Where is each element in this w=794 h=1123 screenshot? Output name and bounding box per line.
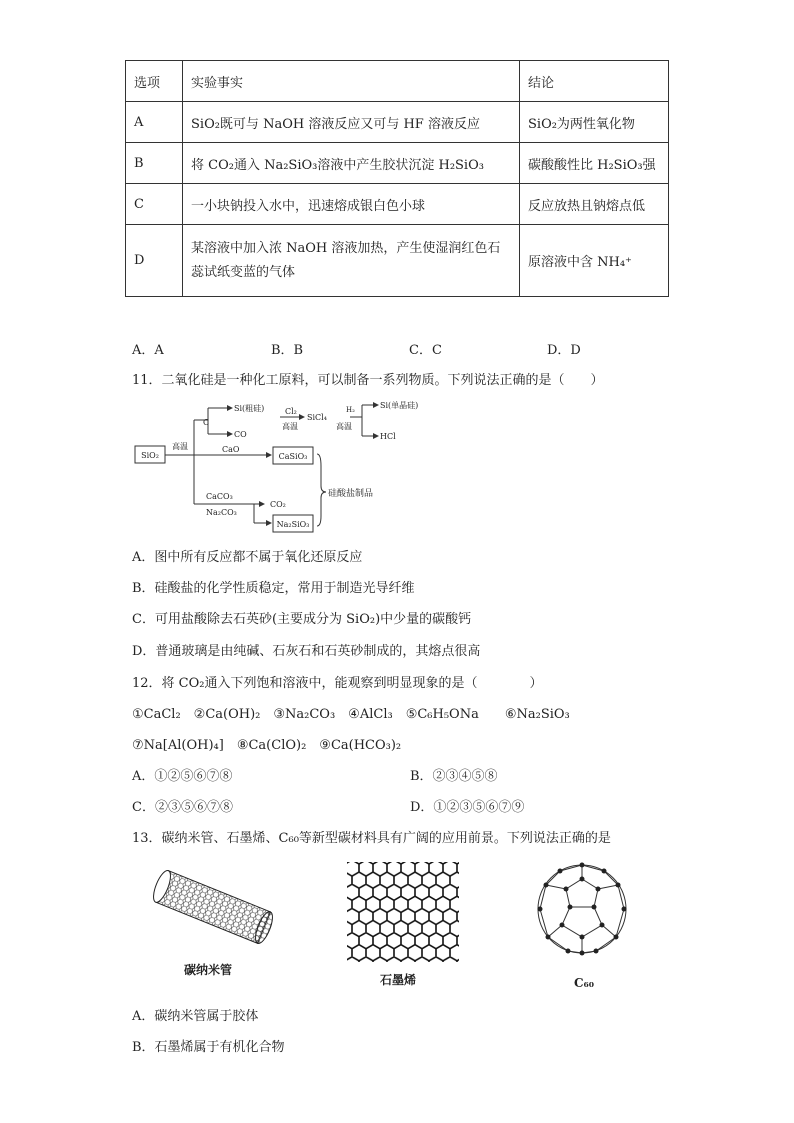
q12-choice-d[interactable]: D．①②③⑤⑥⑦⑨ <box>410 800 525 815</box>
question-table <box>125 60 669 297</box>
q11-option-c[interactable]: C．可用盐酸除去石英砂(主要成分为 SiO₂)中少量的碳酸钙 <box>132 612 472 627</box>
label-c: C <box>203 418 210 427</box>
row-conclusion: SiO₂为两性氧化物 <box>520 102 669 143</box>
label-co2: CO₂ <box>270 500 286 509</box>
label-silicate-products: 硅酸盐制品 <box>328 489 374 499</box>
q11-option-a[interactable]: A．图中所有反应都不属于氧化还原反应 <box>132 550 363 565</box>
label-cao: CaO <box>222 445 240 454</box>
label-caco3: CaCO₃ <box>206 492 233 501</box>
row-option: D <box>126 225 183 297</box>
row-fact-line: 蕊试纸变蓝的气体 <box>191 264 296 280</box>
q12-choice-c[interactable]: C．②③⑤⑥⑦⑧ <box>132 800 233 815</box>
label-co: CO <box>234 430 247 439</box>
choice-c[interactable]: C．C <box>409 343 442 358</box>
label-si-crude: Si(粗硅) <box>234 404 265 413</box>
table-row <box>126 143 669 184</box>
choice-a[interactable]: A．A <box>132 343 164 358</box>
label-graphene: 石墨烯 <box>380 973 417 987</box>
header-conclusion: 结论 <box>520 61 669 102</box>
label-nanotube: 碳纳米管 <box>184 963 233 977</box>
label-gaowen: 高温 <box>172 442 188 451</box>
header-option: 选项 <box>126 61 183 102</box>
label-casio3: CaSiO₃ <box>278 452 308 461</box>
row-fact: 一小块钠投入水中，迅速熔成银白色小球 <box>183 184 520 225</box>
q12-choice-a[interactable]: A．①②⑤⑥⑦⑧ <box>132 769 233 784</box>
table-header-row <box>126 61 669 102</box>
row-option: C <box>126 184 183 225</box>
label-na2sio3: Na₂SiO₃ <box>276 520 310 529</box>
label-h2: H₂ <box>346 406 355 414</box>
choice-b[interactable]: B．B <box>271 343 304 358</box>
row-option: A <box>126 102 183 143</box>
q11-option-b[interactable]: B．硅酸盐的化学性质稳定，常用于制造光导纤维 <box>132 581 415 596</box>
graphene-image <box>345 860 461 964</box>
label-si-single: Si(单晶硅) <box>380 401 419 410</box>
label-sicl4: SiCl₄ <box>307 413 327 422</box>
q12-items-line2: ⑦Na[Al(OH)₄] ⑧Ca(ClO)₂ ⑨Ca(HCO₃)₂ <box>132 738 402 753</box>
carbon-nanotube-image <box>148 862 278 962</box>
q12-stem: 12．将 CO₂通入下列饱和溶液中，能观察到明显现象的是（ ） <box>132 676 543 691</box>
row-fact <box>183 225 520 297</box>
row-conclusion: 碳酸酸性比 H₂SiO₃强 <box>520 143 669 184</box>
label-gaowen2: 高温 <box>282 422 298 431</box>
row-fact: SiO₂既可与 NaOH 溶液反应又可与 HF 溶液反应 <box>183 102 520 143</box>
q12-items-line1: ①CaCl₂ ②Ca(OH)₂ ③Na₂CO₃ ④AlCl₃ ⑤C₆H₅ONa ⑥Na₂SiO₃ <box>132 707 570 722</box>
q11-option-d[interactable]: D．普通玻璃是由纯碱、石灰石和石英砂制成的，其熔点很高 <box>132 644 481 659</box>
row-conclusion: 原溶液中含 NH₄⁺ <box>520 225 669 297</box>
label-na2co3: Na₂CO₃ <box>206 508 237 517</box>
label-cl2: Cl₂ <box>285 407 297 416</box>
q11-stem: 11．二氧化硅是一种化工原料，可以制备一系列物质。下列说法正确的是（ ） <box>132 373 604 388</box>
label-sio2: SiO₂ <box>141 451 159 460</box>
silica-flow-diagram <box>128 396 419 534</box>
row-fact: 将 CO₂通入 Na₂SiO₃溶液中产生胶状沉淀 H₂SiO₃ <box>183 143 520 184</box>
row-option: B <box>126 143 183 184</box>
q13-stem: 13．碳纳米管、石墨烯、C₆₀等新型碳材料具有广阔的应用前景。下列说法正确的是 <box>132 831 611 846</box>
row-conclusion: 反应放热且钠熔点低 <box>520 184 669 225</box>
table-row <box>126 102 669 143</box>
q13-option-b[interactable]: B．石墨烯属于有机化合物 <box>132 1040 285 1055</box>
label-gaowen3: 高温 <box>336 422 352 431</box>
c60-image <box>532 859 632 959</box>
label-hcl: HCl <box>380 432 396 441</box>
table-row <box>126 184 669 225</box>
label-c60: C₆₀ <box>574 976 595 990</box>
choice-d[interactable]: D．D <box>547 343 581 358</box>
table-row <box>126 225 669 297</box>
row-fact-line: 某溶液中加入浓 NaOH 溶液加热，产生使湿润红色石 <box>191 240 501 256</box>
q12-choice-b[interactable]: B．②③④⑤⑧ <box>410 769 498 784</box>
q13-option-a[interactable]: A．碳纳米管属于胶体 <box>132 1009 259 1024</box>
header-fact: 实验事实 <box>183 61 520 102</box>
